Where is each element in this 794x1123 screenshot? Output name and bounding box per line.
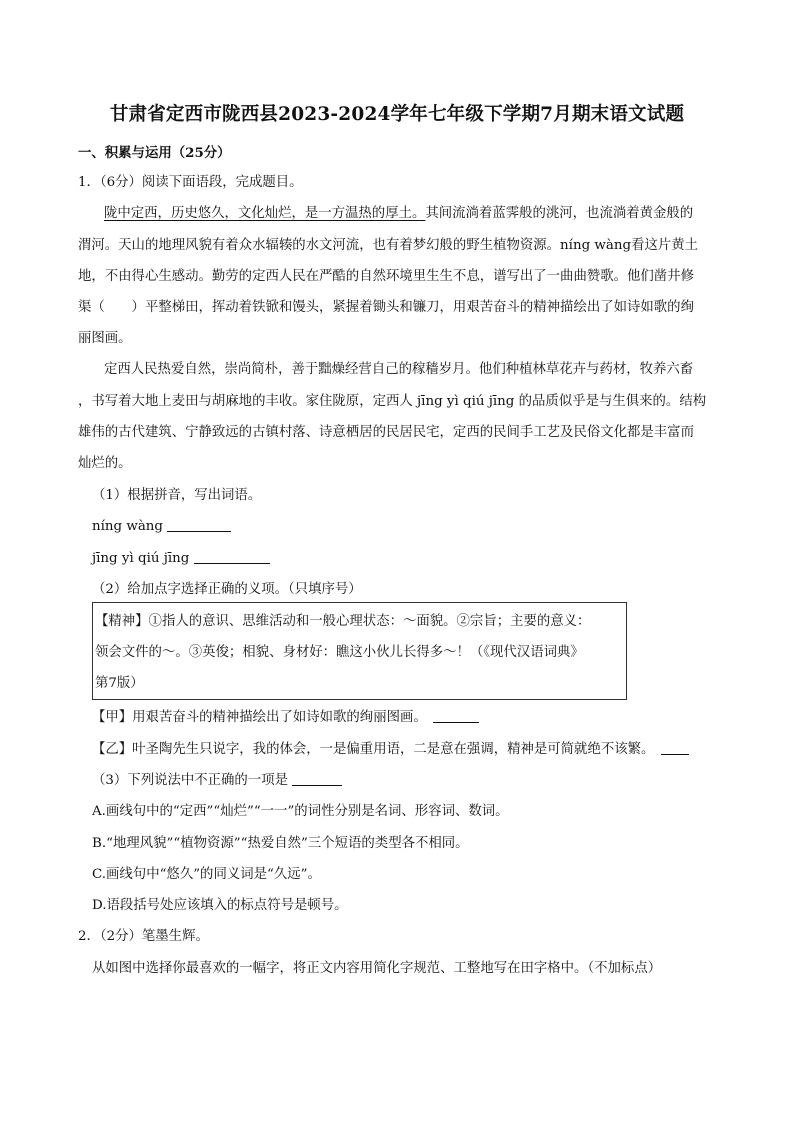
answer-blank[interactable] (661, 740, 689, 755)
option-b: B.“地理风貌”“植物资源”“热爱自然”三个短语的类型各不相同。 (92, 836, 469, 851)
underlined-sentence: 陇中定西，历史悠久，文化灿烂，是一方温热的厚土。 (104, 206, 426, 221)
sentence-text: 【甲】用艰苦奋斗的精神描绘出了如诗如歌的绚丽图画。 (92, 710, 421, 725)
passage-line: 渭河。天山的地理风貌有着众水辐辏的水文河流，也有着梦幻般的野生植物资源。níng wàng看这片黄土 (78, 238, 699, 253)
subquestion-1: （1）根据拼音，写出词语。 (92, 488, 262, 503)
dictionary-line: 第7版） (95, 676, 144, 691)
question-2-heading: 2．（2分）笔墨生辉。 (78, 929, 209, 944)
passage-line: 渠（ ）平整梯田，挥动着铁锨和馒头，紧握着锄头和镰刀，用艰苦奋斗的精神描绘出了如诗如歌的绚 (78, 300, 694, 315)
section-heading: 一、积累与运用（25分） (78, 145, 231, 161)
question-1-heading: 1．（6分）阅读下面语段，完成题目。 (78, 175, 303, 190)
passage-text: 其间流淌着蓝霁般的洮河，也流淌着黄金般的 (425, 206, 694, 221)
passage-line: 丽图画。 (78, 331, 132, 346)
passage-line: 定西人民热爱自然，崇尚简朴，善于黜燥经营自己的稼穑岁月。他们种植林草花卉与药材，牧养六畜 (104, 362, 694, 377)
dictionary-line: 【精神】①指人的意识、思维活动和一般心理状态：～面貌。②宗旨；主要的意义： (95, 614, 591, 629)
passage-line: 灿烂的。 (78, 456, 132, 471)
pinyin-item (92, 549, 270, 569)
answer-blank[interactable] (167, 517, 231, 532)
pinyin-label: jīng yì qiú jīng (92, 551, 190, 566)
pinyin-label: níng wàng (92, 519, 164, 534)
pinyin-item (92, 517, 231, 537)
dictionary-line: 领会文件的～。③英俊；相貌、身材好：瞧这小伙儿长得多～！（《现代汉语词典》 (95, 645, 584, 660)
subquestion-3 (92, 771, 342, 791)
answer-blank[interactable] (292, 771, 342, 786)
subquestion-text: （3）下列说法中不正确的一项是 (92, 773, 288, 788)
page-title: 甘肃省定西市陇西县2023-2024学年七年级下学期7月期末语文试题 (109, 104, 685, 125)
option-c: C.画线句中“悠久”的同义词是“久远”。 (92, 867, 321, 882)
passage-line: 地，不由得心生感动。勤劳的定西人民在严酷的自然环境里生生不息，谱写出了一曲曲赞歌。他们凿井修 (78, 269, 694, 284)
question-2-body: 从如图中选择你最喜欢的一幅字，将正文内容用简化字规范、工整地写在田字格中。（不加标点） (92, 961, 662, 976)
passage-line (104, 204, 693, 224)
answer-blank[interactable] (194, 549, 270, 564)
sentence-jia (92, 708, 479, 728)
passage-line: ，书写着大地上麦田与胡麻地的丰收。家住陇原，定西人 jīng yì qiú jīng 的品质似乎是与生俱来的。结构 (78, 394, 707, 409)
option-a: A.画线句中的“定西”“灿烂”“一一”的词性分别是名词、形容词、数词。 (92, 804, 509, 819)
sentence-yi (92, 740, 689, 760)
subquestion-2: （2）给加点字选择正确的义项。（只填序号） (92, 582, 362, 597)
option-d: D.语段括号处应该填入的标点符号是顿号。 (92, 898, 348, 913)
sentence-text: 【乙】叶圣陶先生只说字，我的体会，一是偏重用语，二是意在强调，精神是可简就绝不该繁。 (92, 742, 648, 757)
passage-line: 雄伟的古代建筑、宁静致远的古镇村落、诗意栖居的民居民宅，定西的民间手工艺及民俗文化都是丰富而 (78, 425, 694, 440)
answer-blank[interactable] (433, 708, 479, 723)
